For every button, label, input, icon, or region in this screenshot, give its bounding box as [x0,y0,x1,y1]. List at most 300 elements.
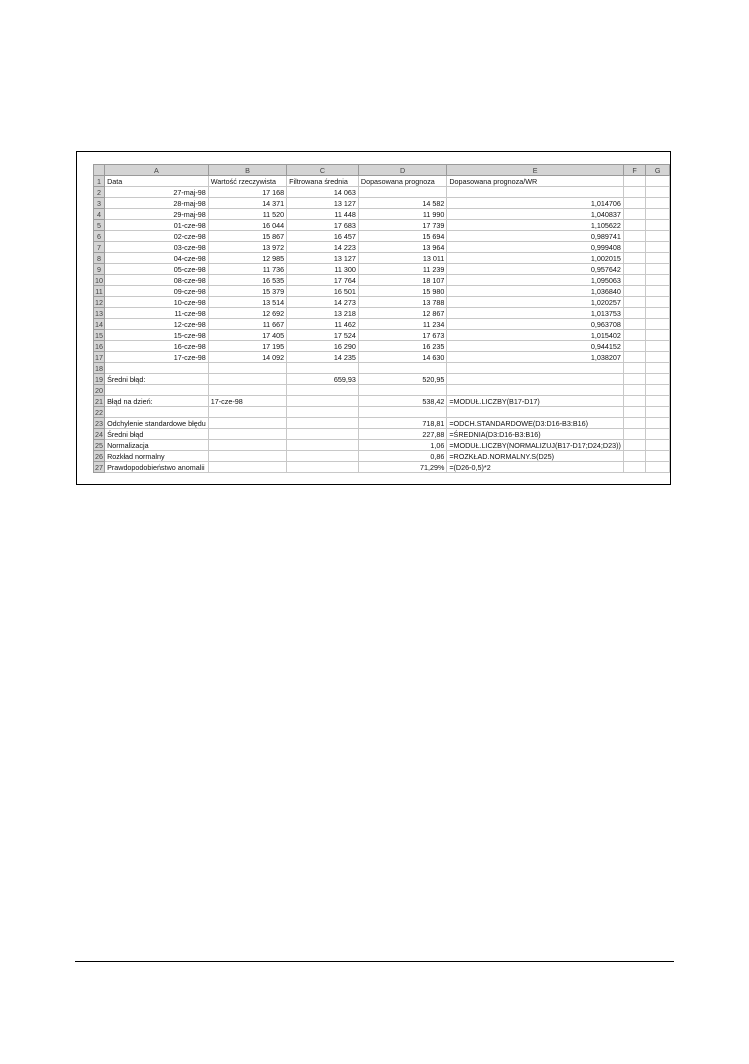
cell-g[interactable] [646,253,670,264]
cell-c[interactable] [287,319,359,330]
cell-e[interactable] [447,176,624,187]
cell-g[interactable] [646,198,670,209]
cell-value: 17 739 [422,220,445,230]
cell-b[interactable] [208,352,286,363]
row-header[interactable]: 3 [94,198,105,209]
cell-b[interactable] [208,286,286,297]
cell-g[interactable] [646,385,670,396]
cell-value: 16-cze-98 [173,341,206,351]
cell-c[interactable] [287,220,359,231]
cell-value: =MODUŁ.LICZBY(NORMALIZUJ(B17-D17;D24;D23)) [449,440,621,450]
row-header[interactable]: 21 [95,396,104,406]
row-header[interactable]: 20 [95,385,104,395]
table-row [94,176,670,187]
cell-g[interactable] [646,363,670,374]
cell-c[interactable] [287,396,359,407]
cell-f[interactable] [623,198,645,209]
cell-value: 1,002015 [590,253,621,263]
cell-g[interactable] [646,429,670,440]
cell-c[interactable] [287,187,359,198]
cell-f[interactable] [623,396,645,407]
cell-a[interactable] [105,407,209,418]
cell-value: 12 692 [262,308,285,318]
cell-b[interactable] [208,297,286,308]
cell-value: 17 524 [333,330,356,340]
cell-value: 1,015402 [590,330,621,340]
cell-g[interactable] [646,396,670,407]
table-row [94,429,670,440]
cell-b[interactable] [208,363,286,374]
row-header[interactable]: 27 [95,462,104,472]
cell-d[interactable] [358,198,446,209]
cell-b[interactable] [208,407,286,418]
row-header[interactable]: 11 [95,286,103,296]
cell-value: Wartość rzeczywista [210,176,276,186]
cell-f[interactable] [623,253,645,264]
cell-a[interactable] [105,187,209,198]
cell-d[interactable] [358,418,446,429]
cell-e[interactable] [447,253,624,264]
row-header[interactable]: 18 [95,363,104,373]
cell-c[interactable] [287,462,359,473]
cell-e[interactable] [447,418,624,429]
row-header[interactable]: 24 [95,429,104,439]
cell-g[interactable] [646,451,670,462]
cell-b[interactable] [208,385,286,396]
cell-b[interactable] [208,418,286,429]
row-header[interactable]: 17 [95,352,104,362]
cell-d[interactable] [358,209,446,220]
cell-g[interactable] [646,275,670,286]
column-header-a[interactable]: A [105,165,209,176]
table-row [94,363,670,374]
cell-b[interactable] [208,462,286,473]
cell-value: 27-maj-98 [173,187,206,197]
cell-a[interactable] [105,341,209,352]
cell-c[interactable] [287,374,359,385]
column-header-f[interactable]: F [623,165,645,176]
cell-value: 0,957642 [590,264,621,274]
cell-e[interactable] [447,374,624,385]
cell-c[interactable] [287,407,359,418]
cell-a[interactable] [105,418,209,429]
cell-e[interactable] [447,396,624,407]
row-header[interactable]: 6 [94,231,105,242]
cell-g[interactable] [646,297,670,308]
row-header[interactable]: 8 [94,253,105,264]
cell-d[interactable] [358,462,446,473]
cell-value: 16 044 [262,220,285,230]
cell-e[interactable] [447,308,624,319]
cell-c[interactable] [287,418,359,429]
table-row [94,308,670,319]
cell-a[interactable] [105,297,209,308]
row-header[interactable]: 9 [94,264,105,275]
cell-b[interactable] [208,242,286,253]
cell-e[interactable] [447,330,624,341]
cell-g[interactable] [646,220,670,231]
cell-a[interactable] [105,264,209,275]
cell-c[interactable] [287,253,359,264]
cell-a[interactable] [105,374,209,385]
cell-b[interactable] [208,440,286,451]
cell-d[interactable] [358,308,446,319]
cell-c[interactable] [287,176,359,187]
cell-b[interactable] [208,308,286,319]
cell-e[interactable] [447,220,624,231]
cell-g[interactable] [646,308,670,319]
cell-d[interactable] [358,275,446,286]
cell-e[interactable] [447,363,624,374]
cell-value: 17 683 [333,220,356,230]
cell-value: Filtrowana średnia [289,176,348,186]
cell-d[interactable] [358,330,446,341]
select-all-corner[interactable] [94,165,105,176]
cell-value: 15 867 [262,231,285,241]
table-row [94,440,670,451]
column-header-d[interactable]: D [358,165,446,176]
cell-value: 14 371 [262,198,285,208]
cell-value: 11 300 [334,264,356,274]
cell-a[interactable] [105,209,209,220]
cell-d[interactable] [358,363,446,374]
cell-a[interactable] [105,220,209,231]
cell-value: 11 667 [262,319,285,329]
cell-b[interactable] [208,209,286,220]
cell-value: 17-cze-98 [173,352,206,362]
cell-a[interactable] [105,352,209,363]
cell-e[interactable] [447,198,624,209]
cell-f[interactable] [623,440,645,451]
cell-value: 17 195 [262,341,285,351]
cell-e[interactable] [447,429,624,440]
cell-a[interactable] [105,363,209,374]
cell-value: 16 235 [422,341,445,351]
cell-value: 14 092 [262,352,285,362]
cell-value: Dopasowana prognoza/WR [449,176,538,186]
cell-c[interactable] [287,352,359,363]
cell-f[interactable] [623,418,645,429]
cell-a[interactable] [105,319,209,330]
cell-d[interactable] [358,242,446,253]
cell-b[interactable] [208,231,286,242]
cell-e[interactable] [447,352,624,363]
cell-d[interactable] [358,187,446,198]
cell-f[interactable] [623,187,645,198]
cell-d[interactable] [358,407,446,418]
cell-value: 11 462 [334,319,356,329]
cell-a[interactable] [105,462,209,473]
cell-e[interactable] [447,451,624,462]
row-header[interactable]: 2 [94,187,105,198]
cell-d[interactable] [358,253,446,264]
cell-f[interactable] [623,451,645,462]
cell-value: 1,013753 [590,308,621,318]
cell-value: 15 379 [262,286,285,296]
cell-a[interactable] [105,231,209,242]
cell-value: 0,86 [430,451,445,461]
cell-value: 0,989741 [590,231,621,241]
cell-c[interactable] [287,198,359,209]
cell-d[interactable] [358,352,446,363]
cell-value: 13 127 [333,198,356,208]
cell-d[interactable] [358,440,446,451]
row-header[interactable]: 25 [95,440,104,450]
column-header-row [94,165,670,176]
cell-d[interactable] [358,385,446,396]
table-row [94,319,670,330]
cell-a[interactable] [105,451,209,462]
cell-g[interactable] [646,374,670,385]
cell-g[interactable] [646,418,670,429]
cell-value: 11 234 [422,319,445,329]
cell-value: =MODUŁ.LICZBY(B17-D17) [449,396,540,406]
cell-f[interactable] [623,220,645,231]
cell-b[interactable] [208,187,286,198]
cell-b[interactable] [208,429,286,440]
table-row [94,187,670,198]
cell-d[interactable] [358,319,446,330]
cell-f[interactable] [623,374,645,385]
cell-b[interactable] [208,198,286,209]
row-header[interactable]: 14 [95,319,104,329]
cell-value: Średni błąd [107,429,144,439]
table-row [94,352,670,363]
cell-a[interactable] [105,242,209,253]
cell-f[interactable] [623,330,645,341]
cell-value: 14 223 [333,242,356,252]
cell-d[interactable] [358,374,446,385]
cell-g[interactable] [646,462,670,473]
cell-b[interactable] [208,330,286,341]
cell-d[interactable] [358,220,446,231]
cell-d[interactable] [358,264,446,275]
cell-f[interactable] [623,176,645,187]
cell-value: Dopasowana prognoza [360,176,435,186]
cell-f[interactable] [623,352,645,363]
cell-g[interactable] [646,341,670,352]
cell-a[interactable] [105,308,209,319]
cell-e[interactable] [447,319,624,330]
cell-b[interactable] [208,176,286,187]
cell-f[interactable] [623,341,645,352]
row-header[interactable]: 22 [95,407,104,417]
cell-f[interactable] [623,231,645,242]
cell-value: Średni błąd: [107,374,146,384]
cell-c[interactable] [287,330,359,341]
table-row [94,341,670,352]
cell-e[interactable] [447,286,624,297]
cell-value: 17-cze-98 [210,396,243,406]
cell-value: 16 290 [333,341,356,351]
cell-e[interactable] [447,341,624,352]
cell-a[interactable] [105,429,209,440]
cell-c[interactable] [287,297,359,308]
cell-f[interactable] [623,264,645,275]
cell-f[interactable] [623,385,645,396]
cell-c[interactable] [287,264,359,275]
cell-value: 17 673 [422,330,445,340]
cell-value: 14 235 [333,352,356,362]
cell-value: 11 239 [422,264,445,274]
cell-b[interactable] [208,396,286,407]
cell-g[interactable] [646,286,670,297]
cell-c[interactable] [287,308,359,319]
cell-value: 18 107 [422,275,445,285]
cell-f[interactable] [623,319,645,330]
row-header[interactable]: 26 [95,451,104,461]
cell-a[interactable] [105,330,209,341]
cell-g[interactable] [646,352,670,363]
cell-a[interactable] [105,396,209,407]
cell-e[interactable] [447,275,624,286]
cell-g[interactable] [646,264,670,275]
cell-b[interactable] [208,275,286,286]
cell-g[interactable] [646,440,670,451]
table-row [94,286,670,297]
cell-a[interactable] [105,440,209,451]
cell-value: 13 218 [333,308,356,318]
cell-value: Data [107,176,123,186]
table-row [94,264,670,275]
cell-d[interactable] [358,451,446,462]
table-row [94,297,670,308]
table-row [94,407,670,418]
cell-a[interactable] [105,286,209,297]
cell-e[interactable] [447,209,624,220]
cell-d[interactable] [358,286,446,297]
cell-f[interactable] [623,242,645,253]
cell-e[interactable] [447,231,624,242]
cell-value: 718,81 [422,418,445,428]
cell-value: 71,29% [419,462,445,472]
row-header[interactable]: 23 [95,418,104,428]
cell-value: 11 990 [422,209,445,219]
cell-e[interactable] [447,242,624,253]
cell-a[interactable] [105,275,209,286]
cell-e[interactable] [447,440,624,451]
cell-a[interactable] [105,385,209,396]
cell-value: 14 063 [333,187,356,197]
cell-value: 1,095063 [590,275,621,285]
column-header-e[interactable]: E [447,165,624,176]
column-header-c[interactable]: C [287,165,359,176]
cell-b[interactable] [208,253,286,264]
table-row [94,253,670,264]
cell-d[interactable] [358,396,446,407]
cell-g[interactable] [646,231,670,242]
table-row [94,220,670,231]
cell-value: 14 582 [422,198,445,208]
cell-e[interactable] [447,462,624,473]
cell-f[interactable] [623,429,645,440]
row-header[interactable]: 5 [94,220,105,231]
cell-d[interactable] [358,429,446,440]
cell-g[interactable] [646,176,670,187]
table-row [94,462,670,473]
row-header[interactable]: 13 [95,308,104,318]
cell-g[interactable] [646,187,670,198]
cell-d[interactable] [358,176,446,187]
cell-b[interactable] [208,341,286,352]
row-header[interactable]: 15 [95,330,104,340]
cell-c[interactable] [287,209,359,220]
cell-c[interactable] [287,363,359,374]
row-header[interactable]: 7 [94,242,105,253]
cell-f[interactable] [623,297,645,308]
cell-f[interactable] [623,363,645,374]
cell-c[interactable] [287,429,359,440]
cell-value: =ŚREDNIA(D3:D16-B3:B16) [449,429,541,439]
column-header-b[interactable]: B [208,165,286,176]
row-header[interactable]: 19 [95,374,104,384]
cell-e[interactable] [447,385,624,396]
cell-g[interactable] [646,330,670,341]
cell-f[interactable] [623,209,645,220]
row-header[interactable]: 12 [95,297,104,307]
cell-a[interactable] [105,198,209,209]
cell-f[interactable] [623,462,645,473]
cell-c[interactable] [287,451,359,462]
cell-b[interactable] [208,220,286,231]
cell-b[interactable] [208,264,286,275]
cell-b[interactable] [208,319,286,330]
cell-e[interactable] [447,407,624,418]
cell-d[interactable] [358,297,446,308]
row-header[interactable]: 1 [94,176,105,187]
cell-e[interactable] [447,187,624,198]
cell-b[interactable] [208,451,286,462]
cell-c[interactable] [287,242,359,253]
cell-value: 14 630 [422,352,445,362]
cell-d[interactable] [358,231,446,242]
cell-c[interactable] [287,385,359,396]
cell-value: 15 980 [422,286,445,296]
cell-c[interactable] [287,286,359,297]
cell-c[interactable] [287,341,359,352]
cell-g[interactable] [646,407,670,418]
cell-value: 1,06 [430,440,445,450]
cell-a[interactable] [105,253,209,264]
cell-e[interactable] [447,264,624,275]
cell-f[interactable] [623,275,645,286]
cell-g[interactable] [646,209,670,220]
cell-g[interactable] [646,242,670,253]
cell-b[interactable] [208,374,286,385]
cell-c[interactable] [287,440,359,451]
cell-f[interactable] [623,308,645,319]
row-header[interactable]: 4 [94,209,105,220]
cell-c[interactable] [287,231,359,242]
cell-e[interactable] [447,297,624,308]
cell-g[interactable] [646,319,670,330]
cell-c[interactable] [287,275,359,286]
table-row [94,396,670,407]
cell-value: 1,014706 [590,198,621,208]
column-header-g[interactable]: G [646,165,670,176]
cell-value: 1,038207 [590,352,621,362]
cell-value: 0,944152 [590,341,621,351]
row-header[interactable]: 16 [95,341,104,351]
cell-d[interactable] [358,341,446,352]
cell-value: 11 520 [262,209,285,219]
cell-value: Prawdopodobieństwo anomalii [107,462,205,472]
table-row [94,418,670,429]
cell-f[interactable] [623,407,645,418]
cell-a[interactable] [105,176,209,187]
row-header[interactable]: 10 [95,275,104,285]
cell-f[interactable] [623,286,645,297]
